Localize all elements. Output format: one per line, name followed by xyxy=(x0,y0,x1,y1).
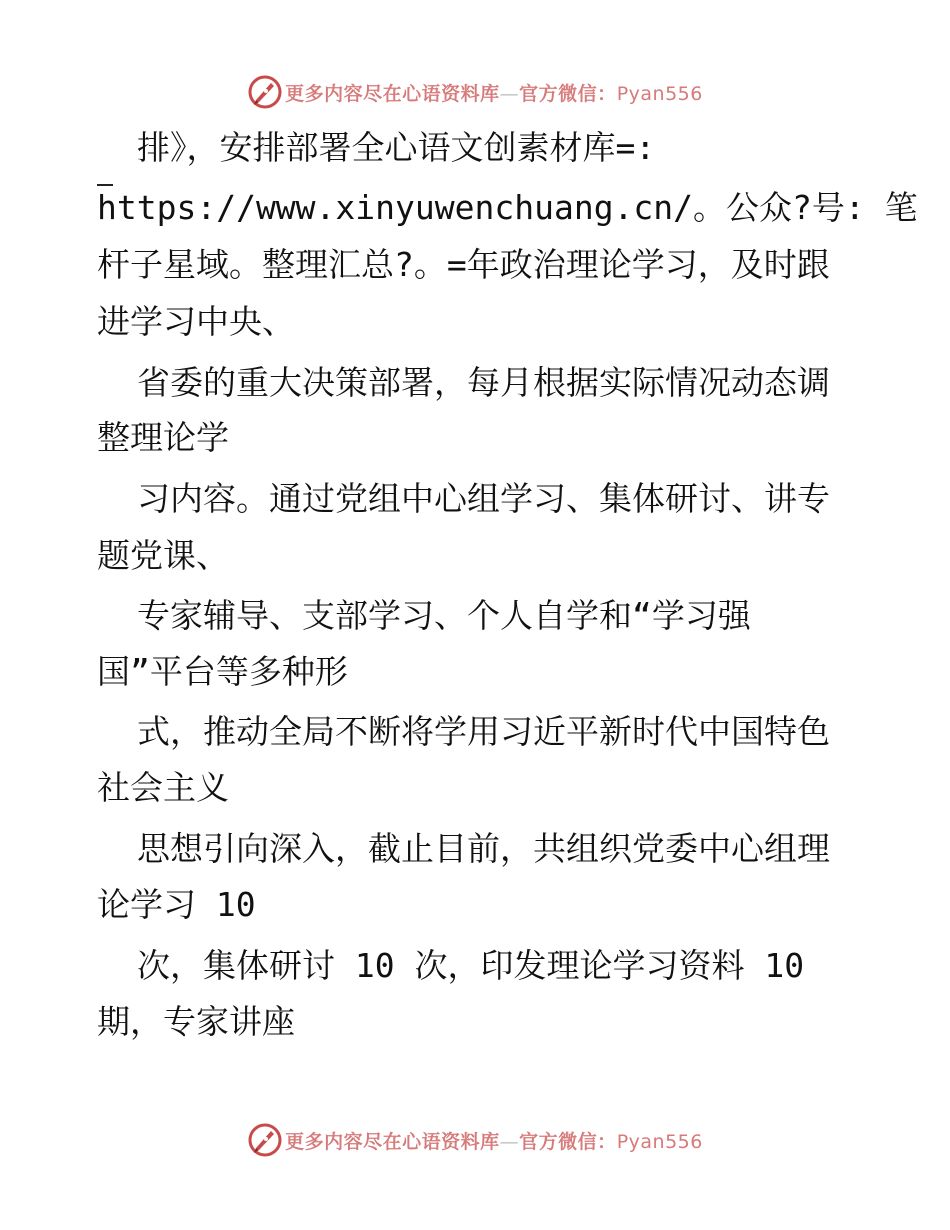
body-line: 整理论学 xyxy=(97,418,229,457)
body-line: 国”平台等多种形 xyxy=(97,652,348,691)
body-line: 思想引向深入，截止目前，共组织党委中心组理 xyxy=(137,829,830,868)
body-line: 题党课、 xyxy=(97,536,229,575)
footer-banner xyxy=(0,1120,950,1160)
pen-nib-logo-icon xyxy=(247,1122,283,1158)
stray-dash-mark xyxy=(97,184,113,186)
body-line: 省委的重大决策部署，每月根据实际情况动态调 xyxy=(137,363,830,402)
footer-banner-text: 更多内容尽在心语资料库—官方微信：Pyan556 xyxy=(285,1130,703,1153)
header-banner-text: 更多内容尽在心语资料库—官方微信：Pyan556 xyxy=(285,82,703,105)
body-line: 习内容。通过党组中心组学习、集体研讨、讲专 xyxy=(137,479,830,518)
body-line: 式，推动全局不断将学用习近平新时代中国特色 xyxy=(137,712,830,751)
body-line: 期，专家讲座 xyxy=(97,1002,295,1041)
body-line: https://www.xinyuwenchuang.cn/。公众?号: 笔 xyxy=(97,188,918,227)
body-line: 论学习 10 xyxy=(97,885,256,924)
body-line: 专家辅导、支部学习、个人自学和“学习强 xyxy=(137,596,751,635)
header-banner xyxy=(0,72,950,112)
body-line: 排》，安排部署全心语文创素材库=: xyxy=(137,128,656,167)
body-line: 社会主义 xyxy=(97,768,229,807)
pen-nib-logo-icon xyxy=(247,74,283,110)
body-line: 杆子星域。整理汇总?。=年政治理论学习，及时跟 xyxy=(97,245,830,284)
body-line: 次，集体研讨 10 次，印发理论学习资料 10 xyxy=(137,946,805,985)
body-line: 进学习中央、 xyxy=(97,302,295,341)
